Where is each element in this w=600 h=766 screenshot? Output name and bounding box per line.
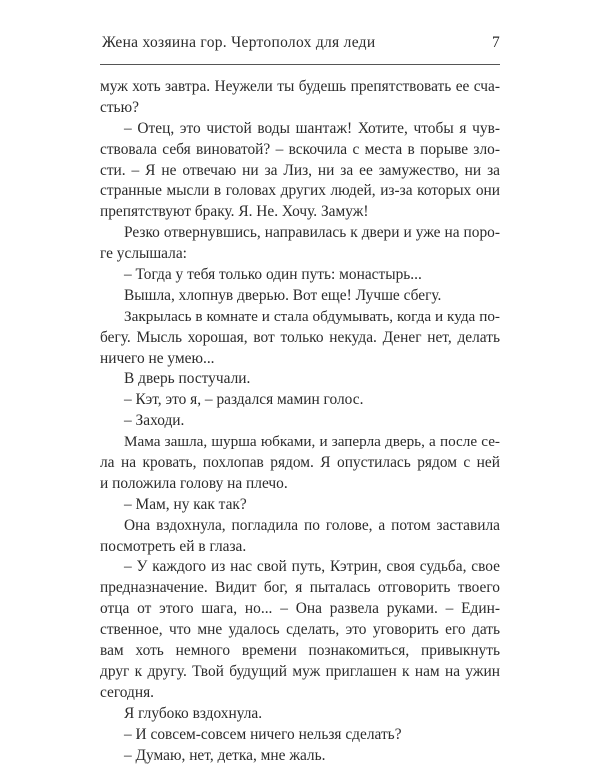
text-line: – Тогда у тебя только один путь: монастырь... xyxy=(100,265,500,286)
text-line: ствовала себя виноватой? – вскочила с места в порыве зло- xyxy=(100,140,500,161)
text-line: Она вздохнула, погладила по голове, а потом заставила xyxy=(100,516,500,537)
text-line: – Отец, это чистой воды шантаж! Хотите, чтобы я чув- xyxy=(100,119,500,140)
text-line: вам хоть немного времени познакомиться, привыкнуть xyxy=(100,641,500,662)
text-line: друг к другу. Твой будущий муж приглашен к нам на ужин xyxy=(100,662,500,683)
text-line: – И совсем-совсем ничего нельзя сделать? xyxy=(100,725,500,746)
text-line: – Думаю, нет, детка, мне жаль. xyxy=(100,746,500,766)
text-line: посмотреть ей в глаза. xyxy=(100,537,500,558)
running-title: Жена хозяина гор. Чертополох для леди xyxy=(102,34,375,52)
text-line: В дверь постучали. xyxy=(100,369,500,390)
text-line: ственное, что мне удалось сделать, это уговорить его дать xyxy=(100,620,500,641)
text-line: – Кэт, это я, – раздался мамин голос. xyxy=(100,390,500,411)
text-line: – У каждого из нас свой путь, Кэтрин, своя судьба, свое xyxy=(100,557,500,578)
text-line: – Заходи. xyxy=(100,411,500,432)
page-number: 7 xyxy=(492,34,500,52)
running-header xyxy=(100,34,500,58)
text-line: препятствуют браку. Я. Не. Хочу. Замуж! xyxy=(100,202,500,223)
text-line: отца от этого шага, но... – Она развела руками. – Един- xyxy=(100,599,500,620)
text-line: ла на кровать, похлопав рядом. Я опустилась рядом с ней xyxy=(100,453,500,474)
text-line: странные мысли в головах других людей, из-за которых они xyxy=(100,181,500,202)
text-line: ничего не умею... xyxy=(100,349,500,370)
text-line: Вышла, хлопнув дверью. Вот еще! Лучше сбегу. xyxy=(100,286,500,307)
text-line: предназначение. Видит бог, я пыталась отговорить твоего xyxy=(100,578,500,599)
text-line: ге услышала: xyxy=(100,244,500,265)
text-line: муж хоть завтра. Неужели ты будешь препятствовать ее сча- xyxy=(100,77,500,98)
text-line: Закрылась в комнате и стала обдумывать, когда и куда по- xyxy=(100,307,500,328)
text-line: сегодня. xyxy=(100,683,500,704)
text-line: и положила голову на плечо. xyxy=(100,474,500,495)
text-line: сти. – Я не отвечаю ни за Лиз, ни за ее замужество, ни за xyxy=(100,161,500,182)
text-line: стью? xyxy=(100,98,500,119)
body-text xyxy=(100,77,500,766)
header-rule xyxy=(100,64,500,65)
text-line: Резко отвернувшись, направилась к двери и уже на поро- xyxy=(100,223,500,244)
text-line: Мама зашла, шурша юбками, и заперла дверь, а после се- xyxy=(100,432,500,453)
text-line: – Мам, ну как так? xyxy=(100,495,500,516)
text-line: бегу. Мысль хорошая, вот только некуда. Денег нет, делать xyxy=(100,328,500,349)
text-line: Я глубоко вздохнула. xyxy=(100,704,500,725)
